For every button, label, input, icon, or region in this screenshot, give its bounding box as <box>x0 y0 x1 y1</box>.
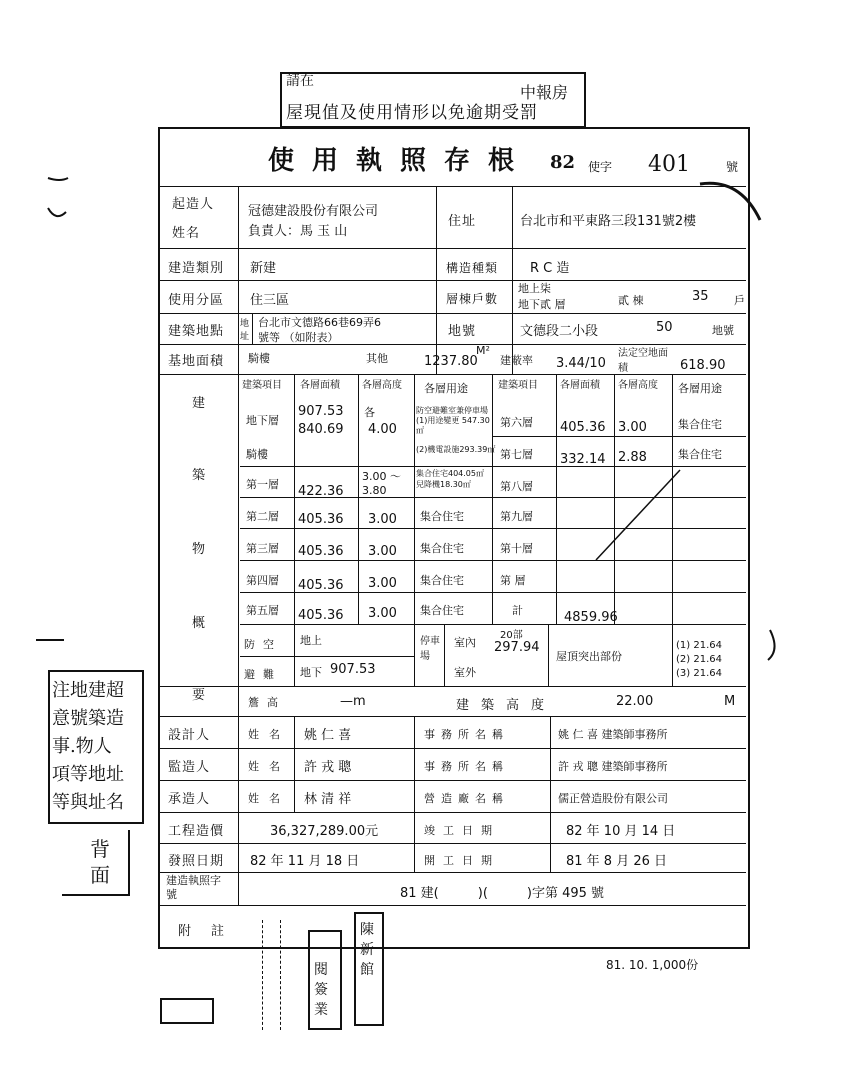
site-address-1: 台北市文德路66巷69弄6 <box>258 316 381 329</box>
row-f9-item: 第九層 <box>500 510 533 523</box>
header-note-top: 請在 <box>286 73 314 89</box>
site-sub-label: 地址 <box>240 319 250 342</box>
lot-number: 50 <box>656 320 673 335</box>
arcade-label: 騎樓 <box>248 352 270 365</box>
contractor-name: 林 清 祥 <box>304 792 352 807</box>
stamp-center-text: 陳新館 <box>360 922 374 978</box>
row-f7-height: 2.88 <box>618 450 647 465</box>
applicant-label-2: 姓名 <box>172 226 201 241</box>
row-f2-area: 405.36 <box>298 512 344 527</box>
row-total-item: 計 <box>512 604 523 617</box>
row-f4-item: 第四層 <box>246 574 279 587</box>
side-note-line-3: 事.物人 <box>52 736 112 757</box>
row-f2-item: 第二層 <box>246 510 279 523</box>
issue-label: 發照日期 <box>168 854 225 869</box>
zone-label: 使用分區 <box>168 293 225 308</box>
permit-number: 401 <box>648 152 690 177</box>
hdr-item-right: 建築項目 <box>498 380 538 391</box>
row-f1-use: 集合住宅404.05㎡ 兒降機18.30㎡ <box>416 469 484 489</box>
coverage-label: 建蔽率 <box>500 354 533 367</box>
row-f4-use: 集合住宅 <box>420 574 464 587</box>
row-f1-height: 3.00 ～3.80 <box>362 470 401 497</box>
building-side-label-5: 要 <box>192 688 207 703</box>
row-f5-item: 第五層 <box>246 604 279 617</box>
site-label: 建築地點 <box>168 324 225 339</box>
site-address-2: 號等 （如附表） <box>258 331 339 344</box>
contractor-firm-label: 營造廠名稱 <box>424 792 509 805</box>
building-count: 貳 棟 <box>618 294 644 307</box>
lot-label: 地號 <box>448 324 477 339</box>
parking-indoor-value: 297.94 <box>494 640 540 655</box>
side-note-line-4: 項等地址 <box>52 764 124 785</box>
roof-value-3: (3) 21.64 <box>676 668 722 679</box>
roof-label: 屋頂突出部份 <box>556 650 622 663</box>
row-f3-area: 405.36 <box>298 544 344 559</box>
building-height-value: 22.00 <box>616 694 654 709</box>
completion-date: 82 年 10 月 14 日 <box>566 824 676 839</box>
shelter-below-value: 907.53 <box>330 662 376 677</box>
floors-label: 層棟戶數 <box>446 292 499 306</box>
build-permit-label: 建造執照字號 <box>166 874 221 901</box>
building-side-label-1: 建 <box>192 396 207 411</box>
row-total-area: 4859.96 <box>564 610 618 625</box>
row-basement-height-2: 4.00 <box>368 422 397 437</box>
applicant-name: 冠德建設股份有限公司 <box>248 204 379 219</box>
supervisor-label: 監造人 <box>168 760 211 775</box>
shelter-above-label: 地上 <box>300 634 322 647</box>
row-f3-use: 集合住宅 <box>420 542 464 555</box>
permit-suffix: 號 <box>726 160 739 174</box>
row-f6-height: 3.00 <box>618 420 647 435</box>
hdr-area-left: 各層面積 <box>300 380 340 391</box>
applicant-rep: 負責人：馬 玉 山 <box>248 224 348 239</box>
start-date: 81 年 8 月 26 日 <box>566 854 668 869</box>
row-f5-height: 3.00 <box>368 606 397 621</box>
supervisor-name: 許 戎 聰 <box>304 760 352 775</box>
row-f10-item: 第十層 <box>500 542 533 555</box>
hdr-use-right: 各層用途 <box>678 382 722 395</box>
header-note-bottom: 屋現值及使用情形以免逾期受罰 <box>286 103 538 123</box>
contractor-firm: 儒正營造股份有限公司 <box>558 792 668 805</box>
build-permit-number: 81 建( )( )字第 495 號 <box>400 886 605 901</box>
unit-label: 戶 <box>734 294 745 307</box>
supervisor-firm: 許 戎 聰 建築師事務所 <box>558 760 668 773</box>
side-note-line-2: 意號築造 <box>52 708 124 729</box>
base-label: 基地面積 <box>168 354 225 369</box>
completion-label: 竣工日期 <box>424 824 500 837</box>
eave-height-value: —m <box>340 694 366 709</box>
building-side-label-3: 物 <box>192 542 207 557</box>
start-label: 開工日期 <box>424 854 500 867</box>
coverage-value: 3.44/10 <box>556 356 606 371</box>
row-basement-area-2: 840.69 <box>298 422 344 437</box>
roof-value-2: (2) 21.64 <box>676 654 722 665</box>
designer-label: 設計人 <box>168 728 211 743</box>
row-f4-height: 3.00 <box>368 576 397 591</box>
row-f7-use: 集合住宅 <box>678 448 722 461</box>
legal-space-value: 618.90 <box>680 358 726 373</box>
applicant-label-1: 起造人 <box>172 197 215 212</box>
row-fx-item: 第 層 <box>500 574 526 587</box>
other-area: 1237.80 <box>424 354 478 369</box>
row-f6-use: 集合住宅 <box>678 418 722 431</box>
contractor-label: 承造人 <box>168 792 211 807</box>
permit-year: 82 <box>550 152 576 173</box>
row-f6-area: 405.36 <box>560 420 606 435</box>
header-note-right: 中報房 <box>520 83 569 102</box>
row-arcade-item: 騎樓 <box>246 448 268 461</box>
row-f3-height: 3.00 <box>368 544 397 559</box>
remarks-label: 附註 <box>178 924 245 939</box>
parking-outdoor-label: 室外 <box>454 666 476 679</box>
supervisor-firm-label: 事務所名稱 <box>424 760 509 773</box>
row-f7-item: 第七層 <box>500 448 533 461</box>
designer-name: 姚 仁 喜 <box>304 728 352 743</box>
hdr-use-left: 各層用途 <box>424 382 468 395</box>
cost-value: 36,327,289.00元 <box>270 824 379 839</box>
row-f2-height: 3.00 <box>368 512 397 527</box>
designer-firm-label: 事務所名稱 <box>424 728 509 741</box>
row-basement-height: 各 <box>364 406 375 419</box>
other-unit: M² <box>476 344 490 357</box>
row-basement-area: 907.53 <box>298 404 344 419</box>
address-label: 住址 <box>448 214 477 229</box>
lot-section: 文德段二小段 <box>520 324 599 339</box>
permit-prefix: 使字 <box>588 160 613 174</box>
side-note-line-5: 等與址名 <box>52 792 124 813</box>
side-note-line-1: 注地建超 <box>52 680 124 701</box>
building-height-label: 建築高度 <box>456 698 557 713</box>
designer-name-label: 姓名 <box>248 728 290 741</box>
floors-below: 地下貳 層 <box>518 298 566 311</box>
category-label: 建造類別 <box>168 261 225 276</box>
issue-date: 82 年 11 月 18 日 <box>250 854 360 869</box>
applicant-address: 台北市和平東路三段131號2樓 <box>520 214 697 229</box>
building-height-unit: M <box>724 694 736 709</box>
parking-count: 20部 <box>500 630 523 641</box>
cost-label: 工程造價 <box>168 824 225 839</box>
row-f1-item: 第一層 <box>246 478 279 491</box>
row-f1-area: 422.36 <box>298 484 344 499</box>
row-basement-use-2: (2)機電設施293.39㎡ <box>416 445 496 454</box>
hdr-item-left: 建築項目 <box>242 380 282 391</box>
eave-height-label: 簷高 <box>248 696 286 709</box>
other-label: 其他 <box>366 352 388 365</box>
zone-value: 住三區 <box>250 293 290 308</box>
building-side-label-4: 概 <box>192 616 207 631</box>
supervisor-name-label: 姓名 <box>248 760 290 773</box>
row-basement-use: 防空避難室兼停車場 (1)用途變更 547.30㎡ <box>416 406 490 435</box>
row-f2-use: 集合住宅 <box>420 510 464 523</box>
unit-count: 35 <box>692 289 709 304</box>
form-title: 使用執照存根 <box>268 146 533 176</box>
row-f5-area: 405.36 <box>298 608 344 623</box>
parking-label: 停車場 <box>420 636 440 662</box>
floors-above: 地上柒 <box>518 282 551 295</box>
row-basement-item: 地下層 <box>246 414 279 427</box>
structure-value: R C 造 <box>530 261 570 276</box>
form-print-code: 81. 10. 1,000份 <box>606 958 699 972</box>
category-value: 新建 <box>250 261 277 276</box>
hdr-height-left: 各層高度 <box>362 380 402 391</box>
hdr-height-right: 各層高度 <box>618 380 658 391</box>
back-text: 背面 <box>90 837 110 887</box>
legal-space-label: 法定空地面積 <box>618 348 668 374</box>
building-side-label-2: 築 <box>192 468 207 483</box>
contractor-name-label: 姓名 <box>248 792 290 805</box>
parking-indoor-label: 室內 <box>454 636 476 649</box>
designer-firm: 姚 仁 喜 建築師事務所 <box>558 728 668 741</box>
shelter-label: 防空避難 <box>244 638 282 681</box>
row-f8-item: 第八層 <box>500 480 533 493</box>
row-f6-item: 第六層 <box>500 416 533 429</box>
row-f3-item: 第三層 <box>246 542 279 555</box>
row-f5-use: 集合住宅 <box>420 604 464 617</box>
stamp-left-text: 閱簽業 <box>314 962 328 1018</box>
roof-value-1: (1) 21.64 <box>676 640 722 651</box>
structure-label: 構造種類 <box>446 261 499 275</box>
row-f7-area: 332.14 <box>560 452 606 467</box>
shelter-below-label: 地下 <box>300 666 322 679</box>
hdr-area-right: 各層面積 <box>560 380 600 391</box>
lot-suffix: 地號 <box>712 324 734 337</box>
row-f4-area: 405.36 <box>298 578 344 593</box>
